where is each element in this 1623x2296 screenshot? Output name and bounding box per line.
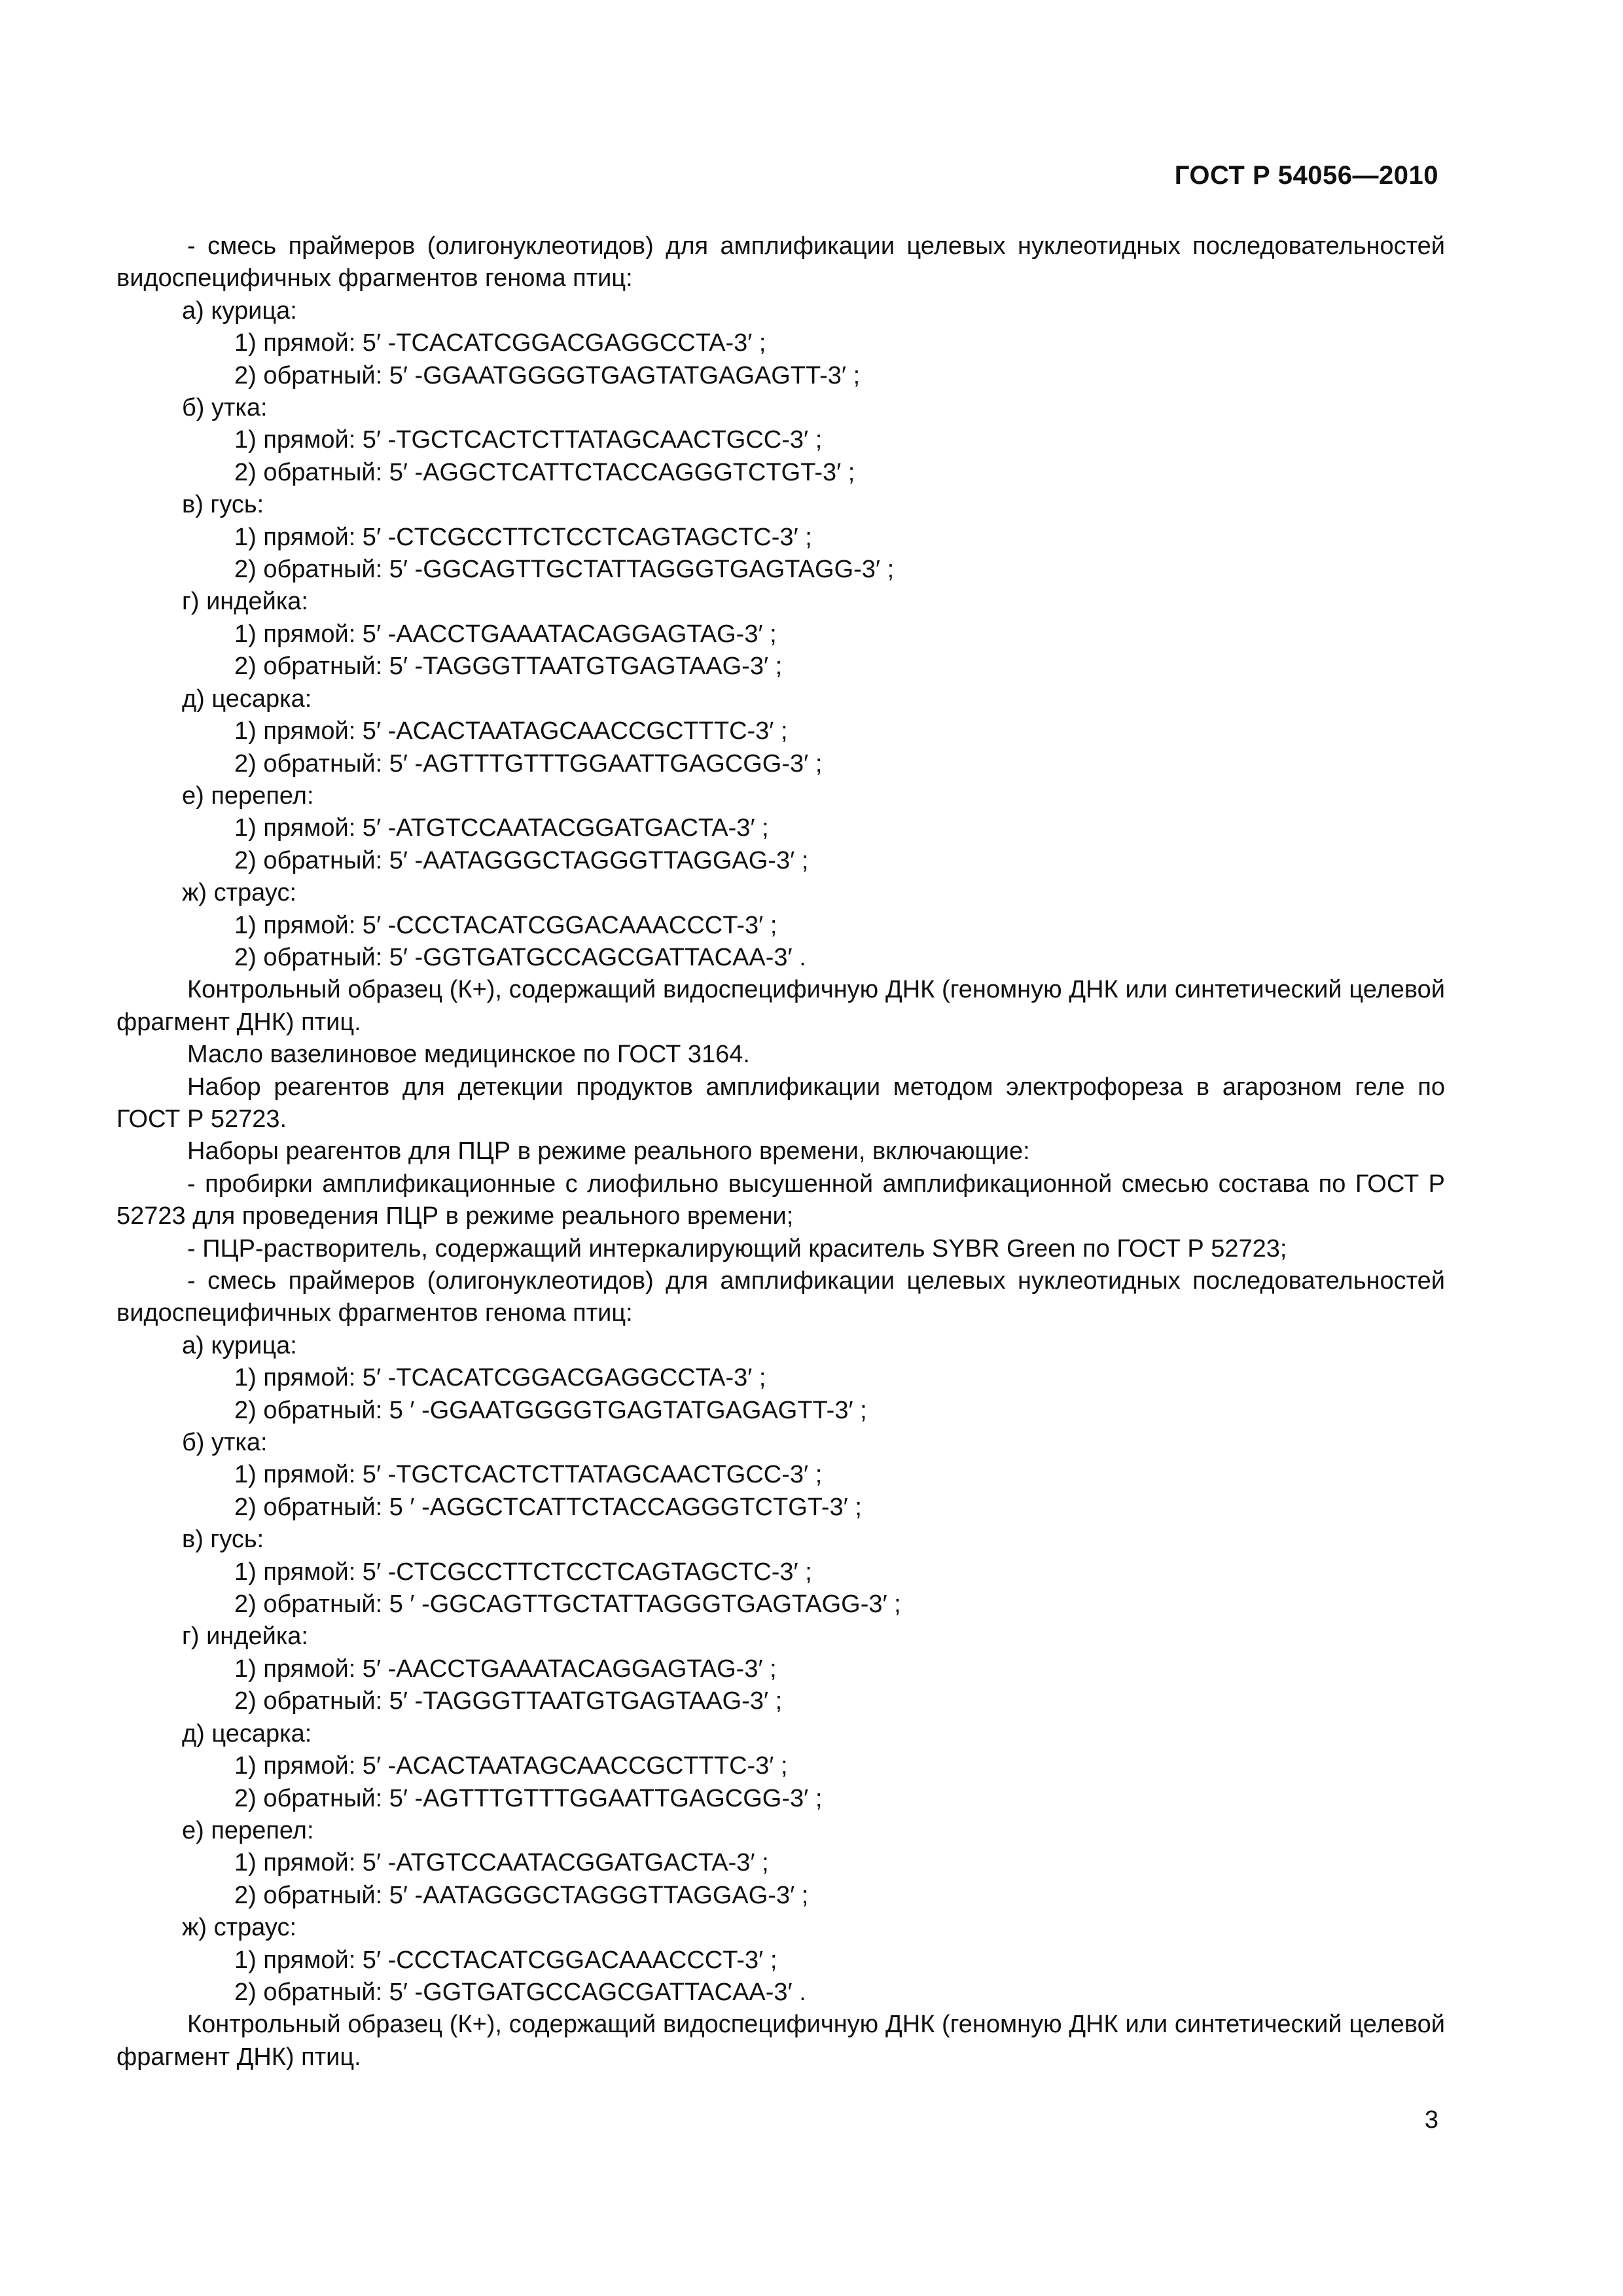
bird-label: б) утка: bbox=[182, 1429, 268, 1457]
forward-primer: 1) прямой: 5′ -CCCTACATCGGACAAACCCT-3′ ; bbox=[234, 1946, 777, 1974]
realtime-kits-heading: Наборы реагентов для ПЦР в режиме реального времени, включающие: bbox=[187, 1138, 1030, 1166]
vaseline-oil: Масло вазелиновое медицинское по ГОСТ 3164. bbox=[187, 1041, 750, 1069]
forward-primer: 1) прямой: 5′ -TGCTCACTCTTATAGCAACTGCC-3′ ; bbox=[234, 426, 823, 454]
forward-primer: 1) прямой: 5′ -CCCTACATCGGACAAACCCT-3′ ; bbox=[234, 911, 777, 939]
reverse-primer: 2) обратный: 5 ′ -AGGCTCATTCTACCAGGGTCTGT-3′ ; bbox=[234, 1493, 862, 1521]
control-sample: Контрольный образец (К+), содержащий видоспецифичную ДНК (геномную ДНК или синтетический целевой фрагмент ДНК) птиц. bbox=[116, 976, 1445, 1036]
bird-label: д) цесарка: bbox=[182, 1719, 312, 1748]
page-number: 3 bbox=[1424, 2106, 1438, 2134]
forward-primer: 1) прямой: 5′ -TGCTCACTCTTATAGCAACTGCC-3′ ; bbox=[234, 1461, 823, 1489]
forward-primer: 1) прямой: 5′ -TCACATCGGACGAGGCCTA-3′ ; bbox=[234, 1364, 766, 1392]
reverse-primer: 2) обратный: 5′ -AGTTTGTTTGGAATTGAGCGG-3′ ; bbox=[234, 1784, 823, 1812]
forward-primer: 1) прямой: 5′ -TCACATCGGACGAGGCCTA-3′ ; bbox=[234, 329, 766, 357]
bird-label: г) индейка: bbox=[182, 1623, 308, 1651]
forward-primer: 1) прямой: 5′ -ACACTAATAGCAACCGCTTTC-3′ ; bbox=[234, 1752, 788, 1780]
primer-list-1 bbox=[116, 295, 1445, 975]
reverse-primer: 2) обратный: 5′ -AATAGGGCTAGGGTTAGGAG-3′ ; bbox=[234, 846, 809, 874]
reverse-primer: 2) обратный: 5′ -AGGCTCATTCTACCAGGGTCTGT-3′ ; bbox=[234, 458, 855, 486]
reverse-primer: 2) обратный: 5 ′ -GGCAGTTGCTATTAGGGTGAGTAGG-3′ ; bbox=[234, 1590, 901, 1619]
reverse-primer: 2) обратный: 5′ -AGTTTGTTTGGAATTGAGCGG-3′ ; bbox=[234, 749, 823, 778]
reverse-primer: 2) обратный: 5′ -AATAGGGCTAGGGTTAGGAG-3′ ; bbox=[234, 1881, 809, 1909]
bird-label: а) курица: bbox=[182, 296, 297, 325]
forward-primer: 1) прямой: 5′ -AACCTGAAATACAGGAGTAG-3′ ; bbox=[234, 620, 777, 648]
forward-primer: 1) прямой: 5′ -AACCTGAAATACAGGAGTAG-3′ ; bbox=[234, 1655, 777, 1683]
forward-primer: 1) прямой: 5′ -CTCGCCTTCTCCTCAGTAGCTC-3′ ; bbox=[234, 523, 812, 551]
reverse-primer: 2) обратный: 5′ -TAGGGTTAATGTGAGTAAG-3′ ; bbox=[234, 653, 783, 681]
forward-primer: 1) прямой: 5′ -CTCGCCTTCTCCTCAGTAGCTC-3′ ; bbox=[234, 1558, 812, 1586]
bird-label: в) гусь: bbox=[182, 1526, 264, 1554]
document-body bbox=[116, 230, 1445, 2073]
electrophoresis-kit: Набор реагентов для детекции продуктов амплификации методом электрофореза в агарозном геле по ГОСТ Р 52723. bbox=[116, 1073, 1445, 1133]
pcr-solvent: - ПЦР-растворитель, содержащий интеркалирующий краситель SYBR Green по ГОСТ Р 52723; bbox=[187, 1234, 1287, 1263]
bird-label: в) гусь: bbox=[182, 491, 264, 519]
bird-label: д) цесарка: bbox=[182, 685, 312, 713]
primer-list-2 bbox=[116, 1330, 1445, 2009]
forward-primer: 1) прямой: 5′ -ATGTCCAATACGGATGACTA-3′ ; bbox=[234, 1849, 769, 1877]
amplification-tubes: - пробирки амплификационные с лиофильно высушенной амплификационной смесью состава по ГОСТ Р 52723 для проведения ПЦР в режиме реального времени; bbox=[116, 1170, 1445, 1230]
control-sample: Контрольный образец (К+), содержащий видоспецифичную ДНК (геномную ДНК или синтетический целевой фрагмент ДНК) птиц. bbox=[116, 2011, 1445, 2071]
reverse-primer: 2) обратный: 5′ -GGCAGTTGCTATTAGGGTGAGTAGG-3′ ; bbox=[234, 556, 895, 584]
reverse-primer: 2) обратный: 5′ -GGTGATGCCAGCGATTACAA-3′ . bbox=[234, 943, 806, 971]
bird-label: а) курица: bbox=[182, 1331, 297, 1359]
reverse-primer: 2) обратный: 5′ -GGAATGGGGTGAGTATGAGAGTT-3′ ; bbox=[234, 361, 861, 389]
bird-label: ж) страус: bbox=[182, 879, 297, 907]
primer-mix-intro: - смесь праймеров (олигонуклеотидов) для амплификации целевых нуклеотидных последовательностей видоспецифичных фрагментов генома птиц: bbox=[116, 1267, 1445, 1327]
bird-label: ж) страус: bbox=[182, 1914, 297, 1942]
bird-label: г) индейка: bbox=[182, 588, 308, 616]
bird-label: е) перепел: bbox=[182, 781, 314, 810]
reverse-primer: 2) обратный: 5′ -GGTGATGCCAGCGATTACAA-3′ . bbox=[234, 1978, 806, 2006]
bird-label: е) перепел: bbox=[182, 1816, 314, 1844]
forward-primer: 1) прямой: 5′ -ACACTAATAGCAACCGCTTTC-3′ ; bbox=[234, 717, 788, 745]
document-header: ГОСТ Р 54056—2010 bbox=[1174, 161, 1438, 190]
primer-mix-intro: - смесь праймеров (олигонуклеотидов) для амплификации целевых нуклеотидных последовательностей видоспецифичных фрагментов генома птиц: bbox=[116, 232, 1445, 293]
reverse-primer: 2) обратный: 5′ -TAGGGTTAATGTGAGTAAG-3′ ; bbox=[234, 1687, 783, 1715]
forward-primer: 1) прямой: 5′ -ATGTCCAATACGGATGACTA-3′ ; bbox=[234, 814, 769, 842]
bird-label: б) утка: bbox=[182, 394, 268, 422]
reverse-primer: 2) обратный: 5 ′ -GGAATGGGGTGAGTATGAGAGTT-3′ ; bbox=[234, 1396, 867, 1424]
